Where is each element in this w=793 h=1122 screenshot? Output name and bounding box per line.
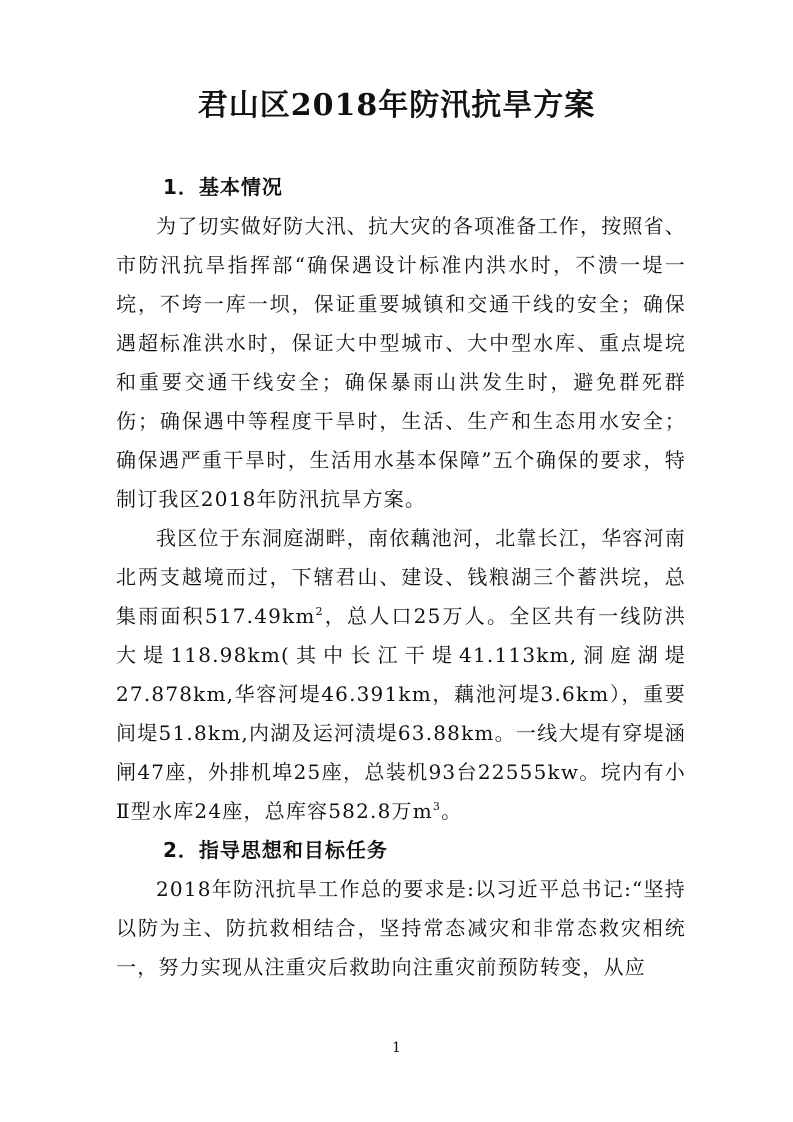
superscript-volume-unit: 3 — [432, 800, 442, 813]
document-body — [116, 168, 686, 987]
paragraph-region-overview — [116, 519, 686, 831]
region-text-part3: 。 — [441, 799, 463, 823]
paragraph-preparation: 为了切实做好防大汛、抗大灾的各项准备工作，按照省、市防汛抗旱指挥部“确保遇设计标准内洪水时，不溃一堤一垸，不垮一库一坝，保证重要城镇和交通干线的安全；确保遇超标准洪水时，保证大中型城市、大中型水库、重点堤垸和重要交通干线安全；确保暴雨山洪发生时，避免群死群伤；确保遇中等程度干旱时，生活、生产和生态用水安全；确保遇严重干旱时，生活用水基本保障”五个确保的要求，特制订我区2018年防汛抗旱方案。 — [116, 214, 686, 511]
superscript-area-unit: 2 — [315, 605, 324, 618]
document-title: 君山区2018年防汛抗旱方案 — [197, 88, 596, 123]
page-number: 1 — [392, 1040, 401, 1056]
section-heading-guiding-ideology: 2．指导思想和目标任务 — [163, 838, 388, 862]
region-text-part2: ，总人口25万人。全区共有一线防洪大堤118.98km(其中长江干堤41.113km,洞庭湖堤27.878km,华容河堤46.391km，藕池河堤3.6km），重要间堤51.8km,内湖及运河渍堤63.88km。一线大堤有穿堤涵闸47座，外排机埠25座，总装机93台22555kw。垸内有小Ⅱ型水库24座，总库容582.8万m — [116, 604, 686, 823]
paragraph-general-requirements: 2018年防汛抗旱工作总的要求是:以习近平总书记:“坚持以防为主、防抗救相结合，坚持常态减灾和非常态救灾相统一，努力实现从注重灾后救助向注重灾前预防转变，从应 — [116, 877, 686, 979]
region-text-part1: 我区位于东洞庭湖畔，南依藕池河，北靠长江，华容河南北两支越境而过，下辖君山、建设、钱粮湖三个蓄洪垸，总集雨面积517.49km — [116, 526, 686, 628]
section-heading-basic-info: 1．基本情况 — [163, 175, 283, 199]
